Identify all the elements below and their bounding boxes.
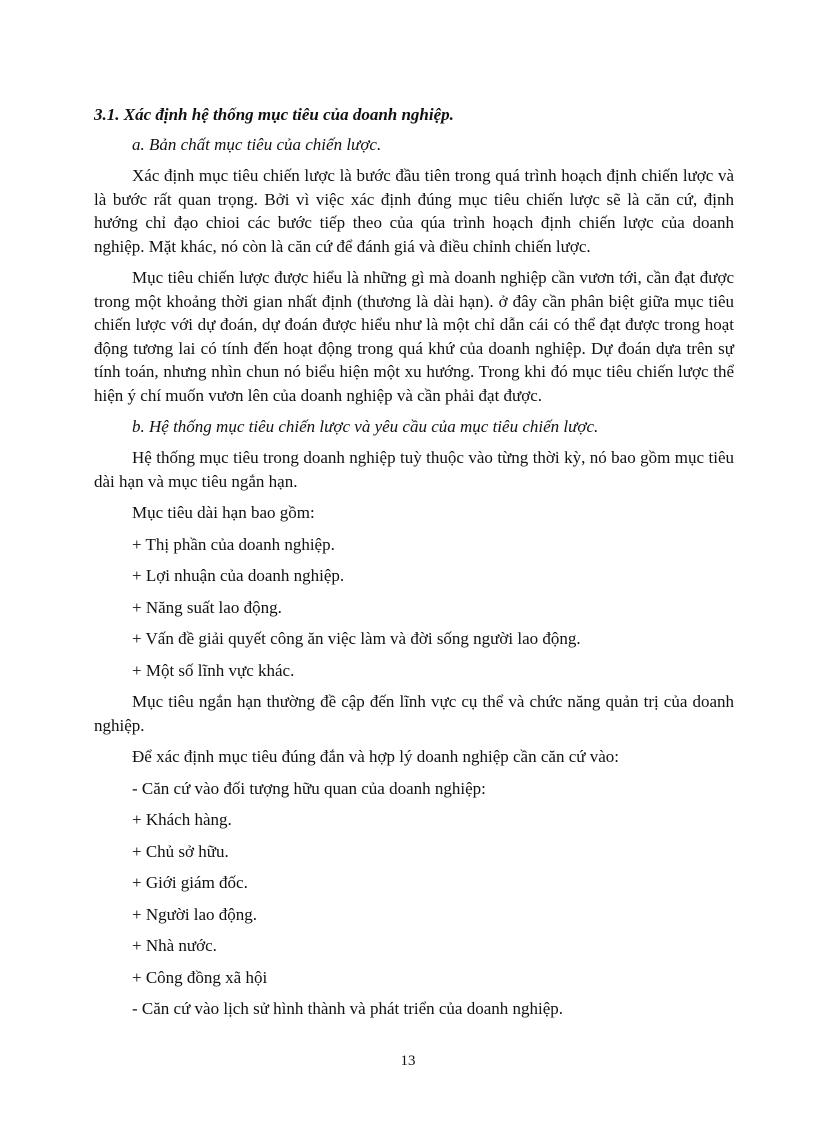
- stakeholder-item: + Nhà nước.: [132, 936, 217, 955]
- basis-intro: Để xác định mục tiêu đúng đắn và hợp lý doanh nghiệp cần căn cứ vào:: [132, 747, 619, 766]
- paragraph-3: Hệ thống mục tiêu trong doanh nghiệp tuỳ thuộc vào từng thời kỳ, nó bao gồm mục tiêu dài hạn và mục tiêu ngắn hạn.: [94, 448, 734, 491]
- page-body: [94, 103, 734, 1029]
- stakeholder-item: + Người lao động.: [132, 904, 258, 924]
- basis-item-history: - Căn cứ vào lịch sử hình thành và phát triển của doanh nghiệp.: [132, 999, 564, 1018]
- long-term-item: + Thị phần của doanh nghiệp.: [132, 534, 335, 554]
- long-term-item: + Năng suất lao động.: [132, 597, 282, 617]
- paragraph-1: Xác định mục tiêu chiến lược là bước đầu tiên trong quá trình hoạch định chiến lược và là bước rất quan trọng. Bởi vì việc xác định đúng mục tiêu chiến lược sẽ là căn cứ, định hướng chỉ đạo chioi các bước tiếp theo của qúa trình hoạch định chiến lược của doanh nghiệp. Mặt khác, nó còn là căn cứ để đánh giá và điều chỉnh chiến lược.: [94, 166, 734, 256]
- stakeholder-item: + Khách hàng.: [132, 810, 232, 829]
- section-title: 3.1. Xác định hệ thống mục tiêu của doanh nghiệp.: [94, 105, 454, 124]
- long-term-intro: Mục tiêu dài hạn bao gồm:: [132, 503, 315, 522]
- stakeholder-item: + Công đồng xã hội: [132, 967, 268, 987]
- long-term-item: + Một số lĩnh vực khác.: [132, 660, 295, 680]
- paragraph-4: Mục tiêu ngắn hạn thường đề cập đến lĩnh vực cụ thể và chức năng quản trị của doanh nghiệp.: [94, 692, 734, 735]
- basis-item-stakeholders: - Căn cứ vào đối tượng hữu quan của doanh nghiệp:: [132, 778, 486, 798]
- long-term-item: + Lợi nhuận của doanh nghiệp.: [132, 566, 345, 585]
- paragraph-2: Mục tiêu chiến lược được hiểu là những gì mà doanh nghiệp cần vươn tới, cần đạt được trong một khoảng thời gian nhất định (thương là dài hạn). ở đây cần phân biệt giữa mục tiêu chiến lược với dự đoán, dự đoán được hiểu như là một chỉ dẫn cái có thể đạt được trong hoạt động tương lai có tính đến hoạt động trong quá khứ của doanh nghiệp. Dự đoán dựa trên sự tính toán, nhưng nhìn chun nó biểu hiện một xu hướng. Trong khi đó mục tiêu chiến lược thể hiện ý chí muốn vươn lên của doanh nghiệp và cần phải đạt được.: [94, 268, 734, 405]
- page-number: 13: [400, 1053, 416, 1069]
- stakeholder-item: + Chủ sở hữu.: [132, 841, 229, 861]
- subsection-a-title: a. Bản chất mục tiêu của chiến lược.: [132, 135, 382, 154]
- long-term-item: + Vấn đề giải quyết công ăn việc làm và đời sống người lao động.: [132, 629, 581, 648]
- stakeholder-item: + Giới giám đốc.: [132, 873, 248, 892]
- subsection-b-title: b. Hệ thống mục tiêu chiến lược và yêu cầu của mục tiêu chiến lược.: [132, 417, 599, 436]
